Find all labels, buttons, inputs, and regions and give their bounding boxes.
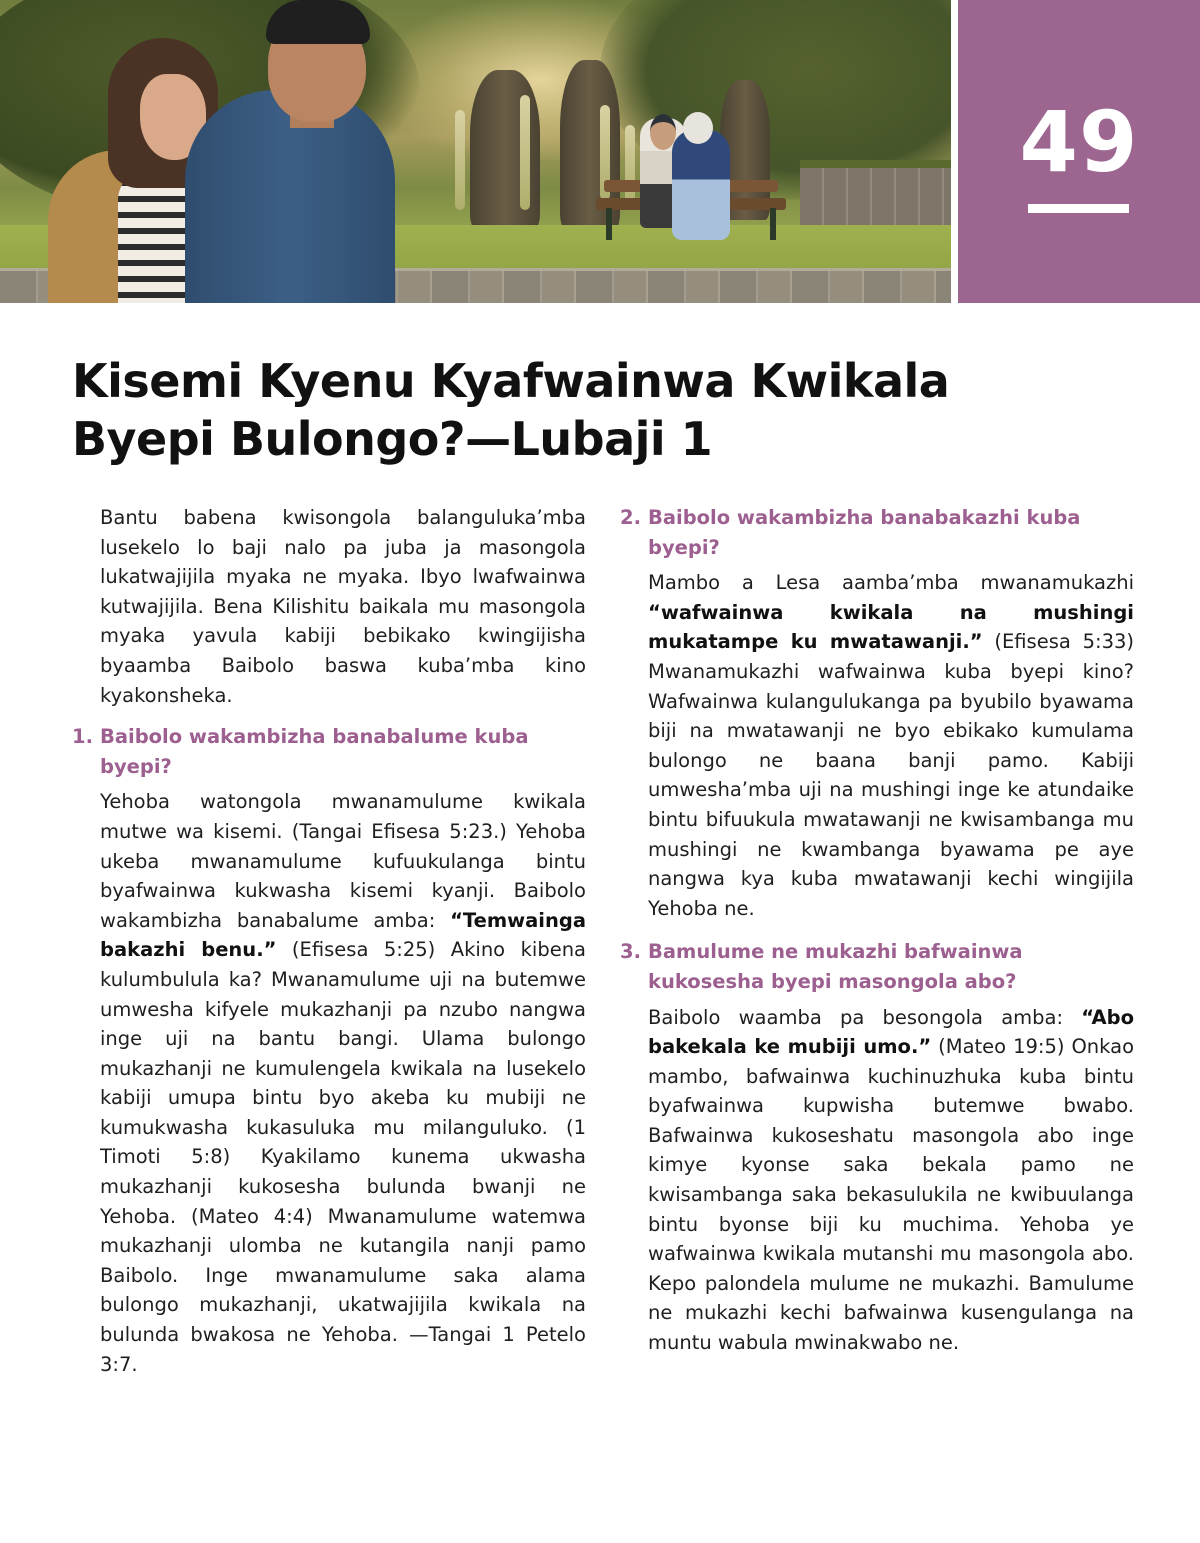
lesson-number: 49 — [1019, 93, 1139, 191]
question-3 — [620, 937, 1134, 996]
lesson-number-tab — [958, 0, 1200, 303]
question-text: Baibolo wakambizha banabalume kuba byepi? — [100, 725, 529, 778]
hero-photo — [0, 0, 951, 303]
right-column — [620, 503, 1134, 1358]
answer-1-paragraph — [72, 787, 586, 1379]
question-2 — [620, 503, 1134, 562]
left-column — [72, 503, 586, 1379]
answer-text: (Efisesa 5:25) Akino kibena kulumbulula ka? Mwanamulume uji na butemwe umwesha kifyele mukazhanji pa nzubo nangwa inge uji na bantu bangi. Ulama bulongo mukazhanji ne kumulengela kwikala na lusekelo kabiji umupa bintu byo akeba ku mubiji ne kumukwasha kukasuluka mu milanguluko. (1 Timoti 5:8) Kyakilamo kunema ukwasha mukazhanji kukosesha bulunda bwanji ne Yehoba. (Mateo 4:4) Mwanamulume watemwa mukazhanji ulomba ne kutangila nanji pamo Baibolo. Inge mwanamulume saka alama bulongo mukazhanji, ukatwajijila kwikala na bulunda bwakosa ne Yehoba. —Tangai 1 Petelo 3:7. — [100, 938, 586, 1376]
question-text: Baibolo wakambizha banabakazhi kuba byepi? — [648, 506, 1081, 559]
page-title-line-2: Byepi Bulongo?—Lubaji 1 — [72, 412, 713, 466]
elderly-woman — [672, 130, 730, 240]
question-1 — [72, 722, 586, 781]
answer-text: Baibolo waamba pa besongola amba: — [648, 1005, 1082, 1029]
question-number: 1. — [72, 725, 93, 749]
question-text: Bamulume ne mukazhi bafwainwa kukosesha byepi masongola abo? — [648, 940, 1023, 993]
answer-3-paragraph — [620, 1003, 1134, 1358]
page-title — [72, 352, 972, 468]
answer-text: Mambo a Lesa aamba’mba mwanamukazhi — [648, 571, 1134, 595]
page-title-line-1: Kisemi Kyenu Kyafwainwa Kwikala — [72, 354, 950, 408]
answer-text: (Mateo 19:5) Onkao mambo, bafwainwa kuchinuzhuka kuba bintu byafwainwa kupwisha butemwe bwabo. Bafwainwa kukoseshatu masongola abo inge kimye kyonse saka bekala pamo ne kwisambanga saka bekasulukila ne kwibuulanga bintu byonse biji ku muchima. Yehoba ye wafwainwa kwikala mutanshi mu masongola abo. Kepo palondela mulume ne mukazhi. Bamulume ne mukazhi kechi bafwainwa kusengulanga na muntu wabula mwinakwabo ne. — [648, 1035, 1134, 1355]
answer-text: Yehoba watongola mwanamulume kwikala mutwe wa kisemi. (Tangai Efisesa 5:23.) Yehoba ukeba mwanamulume kufuukulanga bintu byafwainwa kukwasha kisemi kyanji. Baibolo wakambizha banabalume amba: — [100, 790, 586, 932]
man-hair — [266, 0, 370, 44]
lesson-number-underline — [1028, 204, 1129, 213]
flower-spike — [520, 95, 530, 210]
answer-2-paragraph — [620, 568, 1134, 923]
intro-paragraph: Bantu babena kwisongola balanguluka’mba lusekelo lo baji nalo pa juba ja masongola lukatwajijila myaka ne myaka. Ibyo lwafwainwa kutwajijila. Bena Kilishitu baikala mu masongola myaka yavula kabiji bebikako kwingijisha byaamba Baibolo baswa kuba’mba kino kyakonsheka. — [100, 506, 586, 707]
question-number: 2. — [620, 506, 641, 529]
flower-spike — [455, 110, 465, 210]
scripture-quote: “Temwainga bakazhi benu.” — [100, 908, 586, 962]
scripture-quote: “Abo bakekala ke mubiji umo.” — [648, 1005, 1134, 1059]
answer-text: (Efisesa 5:33) Mwanamukazhi wafwainwa kuba byepi kino? Wafwainwa kulangulukanga pa byubilo byawama biji na mwatawanji ne byo ebikako kumulama bulongo ne baana banji pamo. Kabiji umwesha’mba uji na mushingi inge ke atundaike bintu bifuukula mwatawanji ne kwisambanga mu mushingi ne kwambanga byawama pe aye nangwa kya kuba mwatawanji kechi wingijila Yehoba ne. — [648, 630, 1134, 920]
scripture-quote: “wafwainwa kwikala na mushingi mukatampe ku mwatawanji.” — [648, 600, 1134, 654]
elderly-woman-head — [683, 112, 713, 144]
question-number: 3. — [620, 940, 641, 964]
